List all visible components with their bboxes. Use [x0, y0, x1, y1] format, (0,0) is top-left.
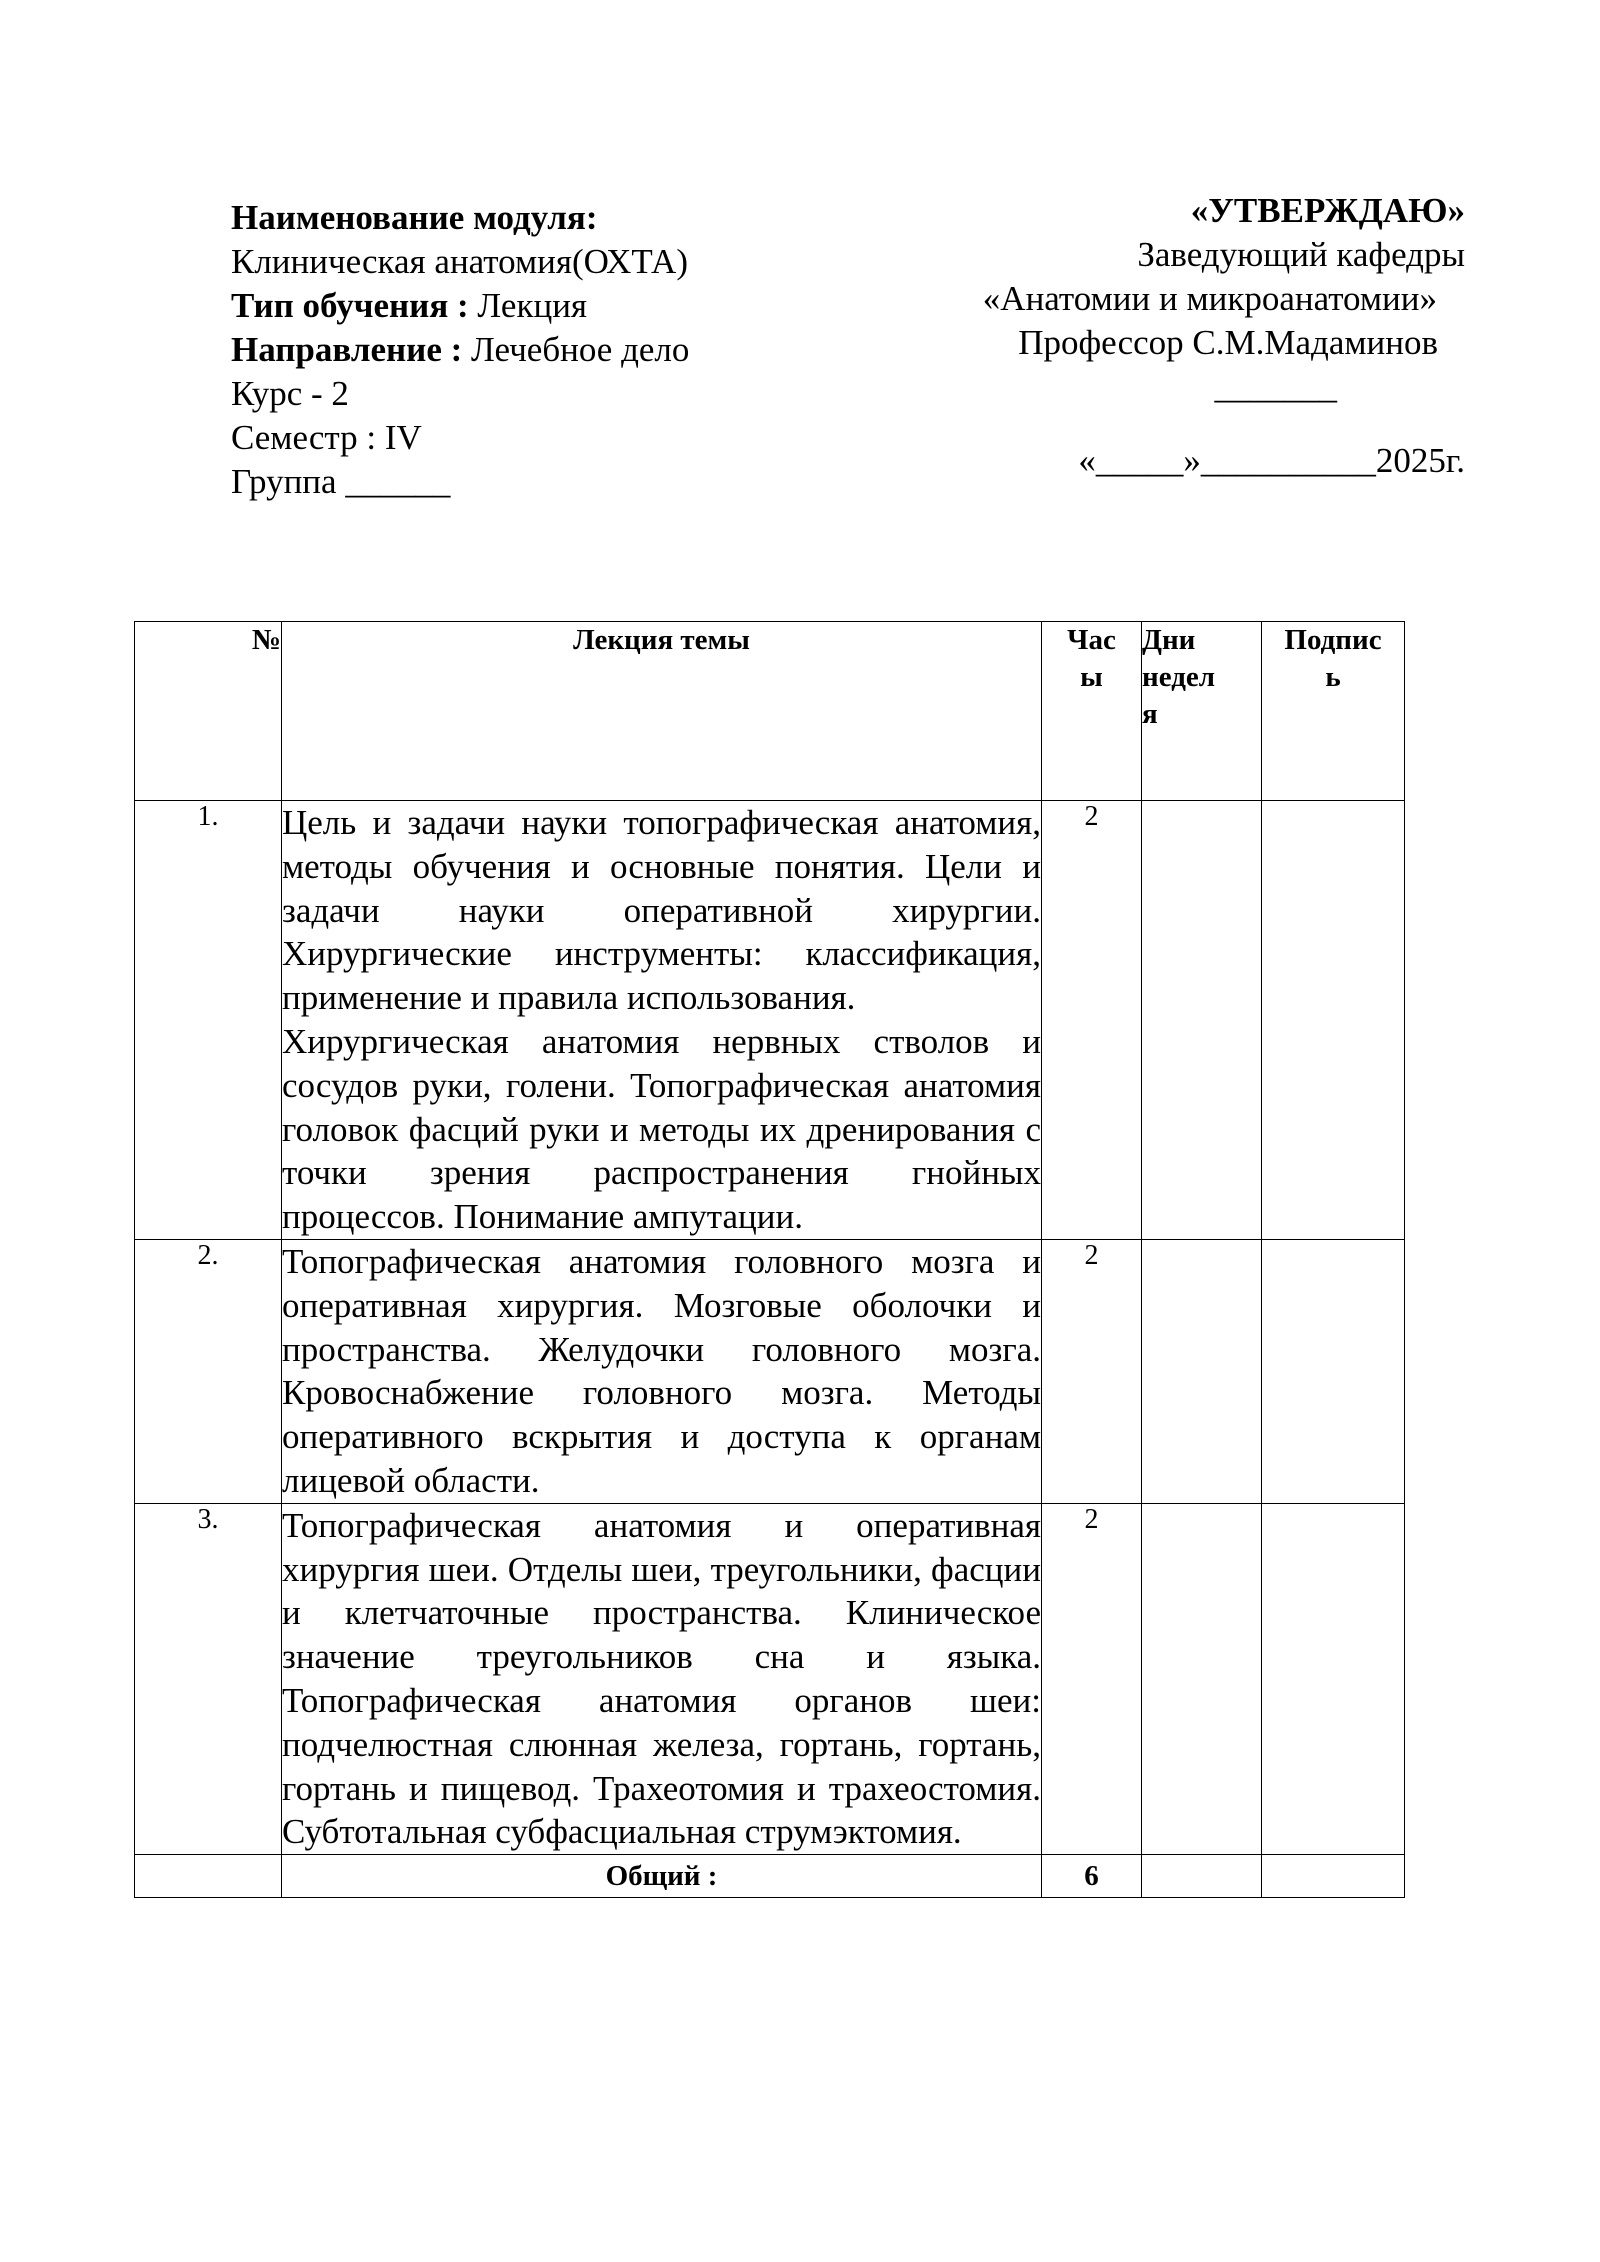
total-hours: 6 — [1042, 1855, 1142, 1898]
module-label: Наименование модуля: — [231, 198, 598, 237]
row-topic — [282, 1503, 1042, 1854]
direction-value: Лечебное дело — [462, 330, 690, 369]
total-label: Общий : — [282, 1855, 1042, 1898]
row-signature — [1262, 1503, 1405, 1854]
table-row — [135, 1239, 1405, 1503]
head-title: Заведующий кафедры — [1137, 235, 1465, 274]
row-day-week — [1142, 801, 1262, 1240]
row-number: 2. — [135, 1239, 282, 1503]
table-row — [135, 1503, 1405, 1854]
total-row — [135, 1855, 1405, 1898]
topic-paragraph: Топографическая анатомия и оперативная хирургия шеи. Отделы шеи, треугольники, фасции и клетчаточные пространства. Клиническое значение треугольников сна и языка. Топографическая анатомия органов шеи: подчелюстная слюнная железа, гортань, гортань, гортань и пищевод. Трахеотомия и трахеостомия. Субтотальная субфасциальная струмэктомия. — [282, 1505, 1041, 1852]
professor-name: Профессор С.М.Мадаминов — [1018, 323, 1438, 362]
row-hours: 2 — [1042, 801, 1142, 1240]
header-signature: Подпис ь — [1262, 622, 1405, 801]
row-hours: 2 — [1042, 1503, 1142, 1854]
spacer — [825, 409, 1465, 439]
topic-paragraph: Цель и задачи науки топографическая анатомия, методы обучения и основные понятия. Цели и задачи науки оперативной хирургии. Хирургические инструменты: классификация, применение и правила использования. — [282, 803, 1041, 1018]
header-topic: Лекция темы — [282, 622, 1042, 801]
row-signature — [1262, 1239, 1405, 1503]
date-line: «_____»__________2025г. — [1078, 441, 1465, 480]
row-number: 1. — [135, 801, 282, 1240]
group-line: Группа ______ — [231, 462, 451, 501]
header-number: № — [135, 622, 282, 801]
header-day-week: Дни недел я — [1142, 622, 1262, 801]
topic-paragraph: Хирургическая анатомия нервных стволов и сосудов руки, голени. Топографическая анатомия головок фасций руки и методы их дренирования с точки зрения распространения гнойных процессов. Понимание ампутации. — [282, 1021, 1041, 1237]
header-hours: Час ы — [1042, 622, 1142, 801]
study-type-value: Лекция — [468, 286, 588, 325]
direction-label: Направление : — [231, 330, 463, 369]
total-empty-cell — [135, 1855, 282, 1898]
row-hours: 2 — [1042, 1239, 1142, 1503]
table-row — [135, 801, 1405, 1240]
row-day-week — [1142, 1503, 1262, 1854]
table-header-row — [135, 622, 1405, 801]
row-topic — [282, 801, 1042, 1240]
module-name: Клиническая анатомия(ОХТА) — [231, 242, 688, 281]
total-day-week — [1142, 1855, 1262, 1898]
row-topic — [282, 1239, 1042, 1503]
department-name: «Анатомии и микроанатомии» — [982, 279, 1437, 318]
row-number: 3. — [135, 1503, 282, 1854]
total-signature — [1262, 1855, 1405, 1898]
signature-line: _______ — [1214, 367, 1337, 406]
approval-title: «УТВЕРЖДАЮ» — [1190, 191, 1465, 230]
study-type-label: Тип обучения : — [231, 286, 469, 325]
row-day-week — [1142, 1239, 1262, 1503]
module-info-block — [231, 196, 689, 504]
semester-line: Семестр : IV — [231, 418, 422, 457]
lecture-table — [134, 621, 1405, 1898]
direction-line — [231, 328, 689, 372]
course-line: Курс - 2 — [231, 374, 349, 413]
approval-block — [825, 189, 1465, 483]
study-type-line — [231, 284, 689, 328]
topic-paragraph: Топографическая анатомия головного мозга и оперативная хирургия. Мозговые оболочки и пространства. Желудочки головного мозга. Кровоснабжение головного мозга. Методы оперативного вскрытия и доступа к органам лицевой области. — [282, 1241, 1041, 1500]
row-signature — [1262, 801, 1405, 1240]
